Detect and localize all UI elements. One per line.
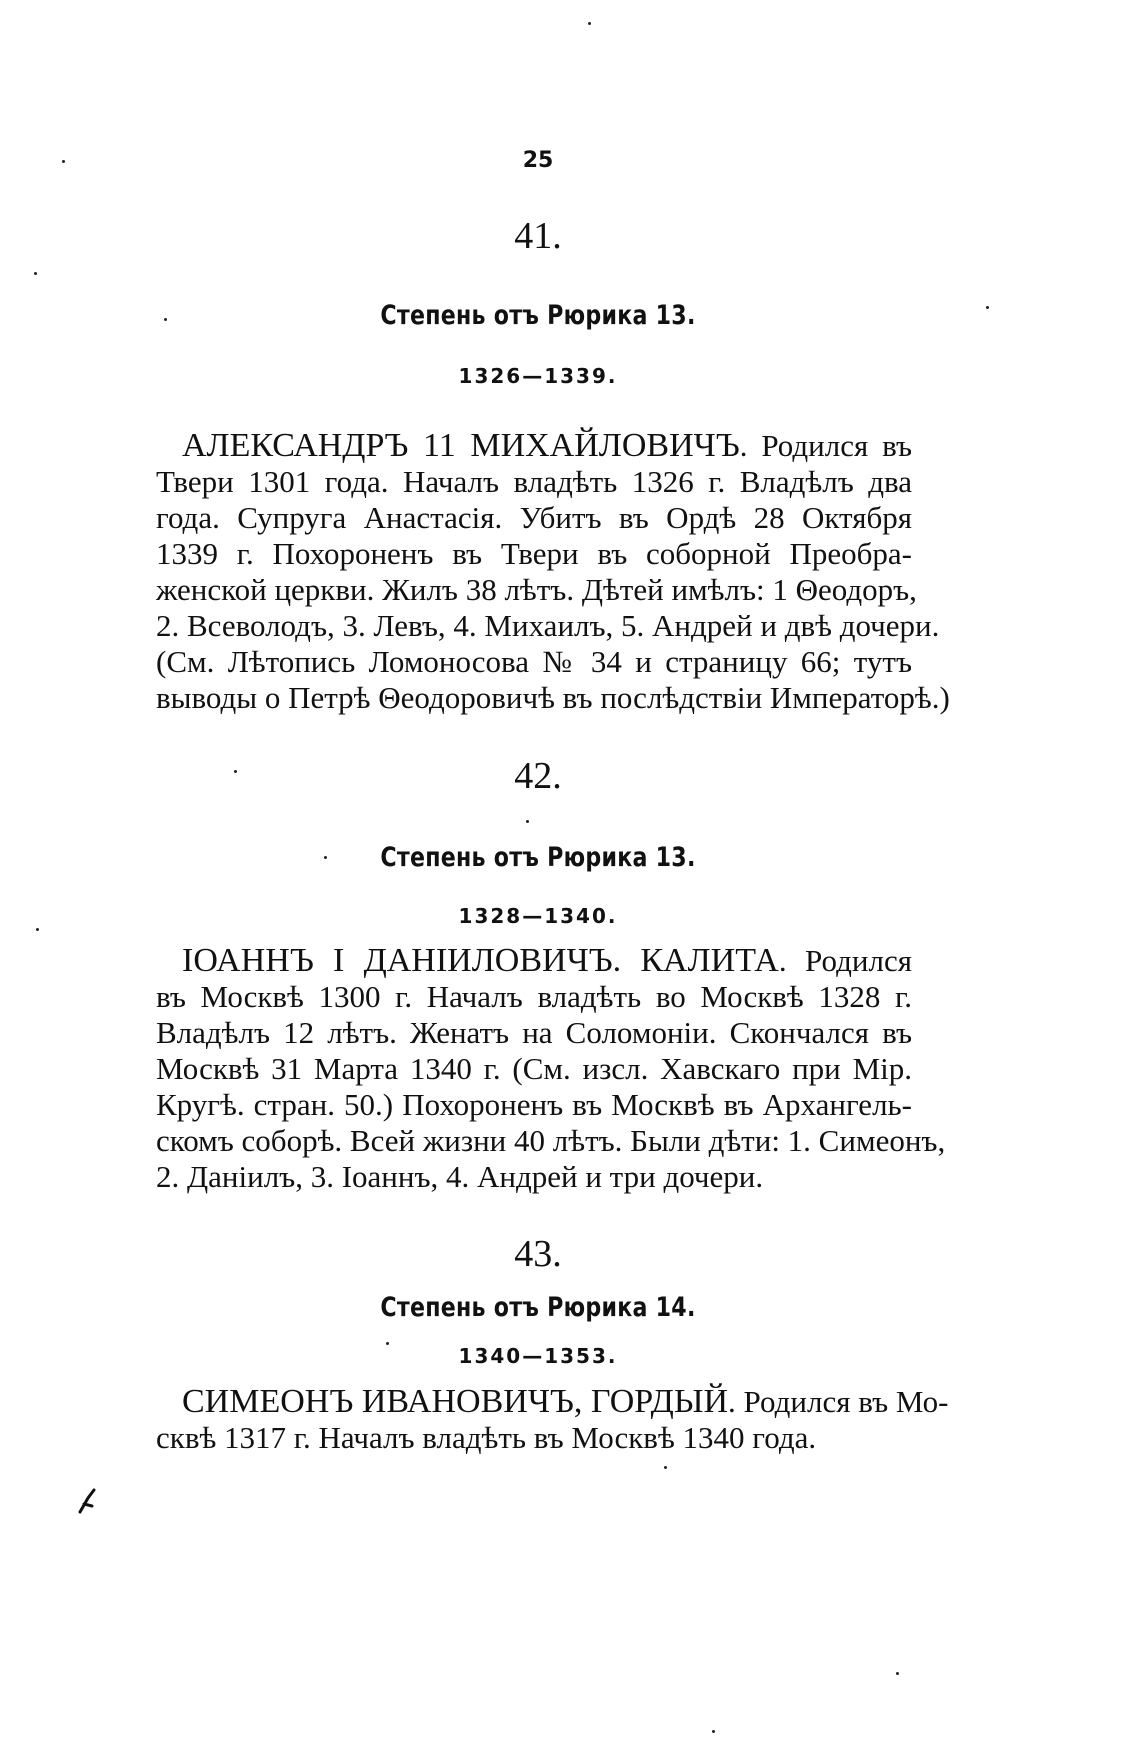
entry-paragraph [156, 942, 946, 1195]
ink-mark [78, 1488, 96, 1514]
scan-speck [234, 770, 237, 773]
paragraph-line: Владѣлъ 12 лѣтъ. Женатъ на Соломоніи. Скончался въ [156, 1015, 912, 1050]
entry-number: 41. [514, 215, 562, 257]
paragraph-line: Твери 1301 года. Началъ владѣть 1326 г. Владѣлъ два [156, 464, 912, 499]
paragraph-line: ІОАННЪ I ДАНІИЛОВИЧЪ. КАЛИТА. Родился [182, 942, 912, 979]
entry-years: 1328—1340. [458, 904, 618, 928]
entry-degree: Степень отъ Рюрика 13. [380, 300, 696, 331]
entry-degree: Степень отъ Рюрика 14. [380, 1292, 696, 1323]
paragraph-line: выводы о Петрѣ Θеодоровичѣ въ послѣдствіи Императорѣ.) [156, 680, 950, 715]
entry-years: 1326—1339. [458, 364, 618, 388]
paragraph-line: Кругѣ. стран. 50.) Похороненъ въ Москвѣ въ Архангель- [156, 1087, 912, 1122]
ruler-name: ІОАННЪ I ДАНІИЛОВИЧЪ. КАЛИТА [182, 942, 779, 979]
scan-speck [526, 820, 529, 823]
entry-degree: Степень отъ Рюрика 13. [380, 842, 696, 873]
paragraph-line: сквѣ 1317 г. Началъ владѣть въ Москвѣ 1340 года. [156, 1420, 817, 1455]
scan-speck [986, 306, 989, 309]
paragraph-line: Москвѣ 31 Марта 1340 г. (См. изсл. Хавскаго при Мір. [156, 1051, 912, 1086]
paragraph-line: 2. Даніилъ, 3. Іоаннъ, 4. Андрей и три дочери. [156, 1159, 764, 1194]
scan-speck [896, 1672, 899, 1675]
entry-number: 42. [514, 755, 562, 797]
ruler-name: АЛЕКСАНДРЪ 11 МИХАЙЛОВИЧЪ [182, 427, 740, 464]
paragraph-line: въ Москвѣ 1300 г. Началъ владѣть во Москвѣ 1328 г. [156, 979, 912, 1014]
scan-speck [164, 318, 167, 321]
entry-number: 43. [514, 1233, 562, 1275]
scan-speck [36, 928, 39, 931]
paragraph-line: года. Супруга Анастасія. Убитъ въ Ордѣ 28 Октября [156, 500, 912, 535]
scan-speck [324, 856, 327, 859]
scan-speck [62, 160, 65, 163]
entry-paragraph [156, 1383, 949, 1456]
scan-speck [588, 22, 591, 25]
paragraph-line: АЛЕКСАНДРЪ 11 МИХАЙЛОВИЧЪ. Родился въ [182, 427, 912, 464]
paragraph-line: скомъ соборѣ. Всей жизни 40 лѣтъ. Были дѣти: 1. Симеонъ, [156, 1123, 946, 1158]
scan-speck [712, 1730, 715, 1733]
entry-paragraph [156, 427, 950, 716]
paragraph-line: 2. Всеволодъ, 3. Левъ, 4. Михаилъ, 5. Андрей и двѣ дочери. [156, 608, 940, 643]
scan-speck [34, 272, 37, 275]
page-number: 25 [522, 148, 554, 173]
ruler-name: СИМЕОНЪ ИВАНОВИЧЪ, ГОРДЫЙ [182, 1383, 729, 1420]
scan-speck [386, 1342, 389, 1345]
entry-years: 1340—1353. [458, 1344, 618, 1368]
scan-speck [664, 1466, 667, 1469]
paragraph-line: 1339 г. Похороненъ въ Твери въ соборной Преобра- [156, 536, 912, 571]
paragraph-line: женской церкви. Жилъ 38 лѣтъ. Дѣтей имѣлъ: 1 Θеодоръ, [156, 572, 917, 607]
paragraph-line: СИМЕОНЪ ИВАНОВИЧЪ, ГОРДЫЙ. Родился въ Мо- [182, 1383, 949, 1420]
paragraph-line: (См. Лѣтопись Ломоносова № 34 и страницу 66; тутъ [156, 644, 912, 679]
